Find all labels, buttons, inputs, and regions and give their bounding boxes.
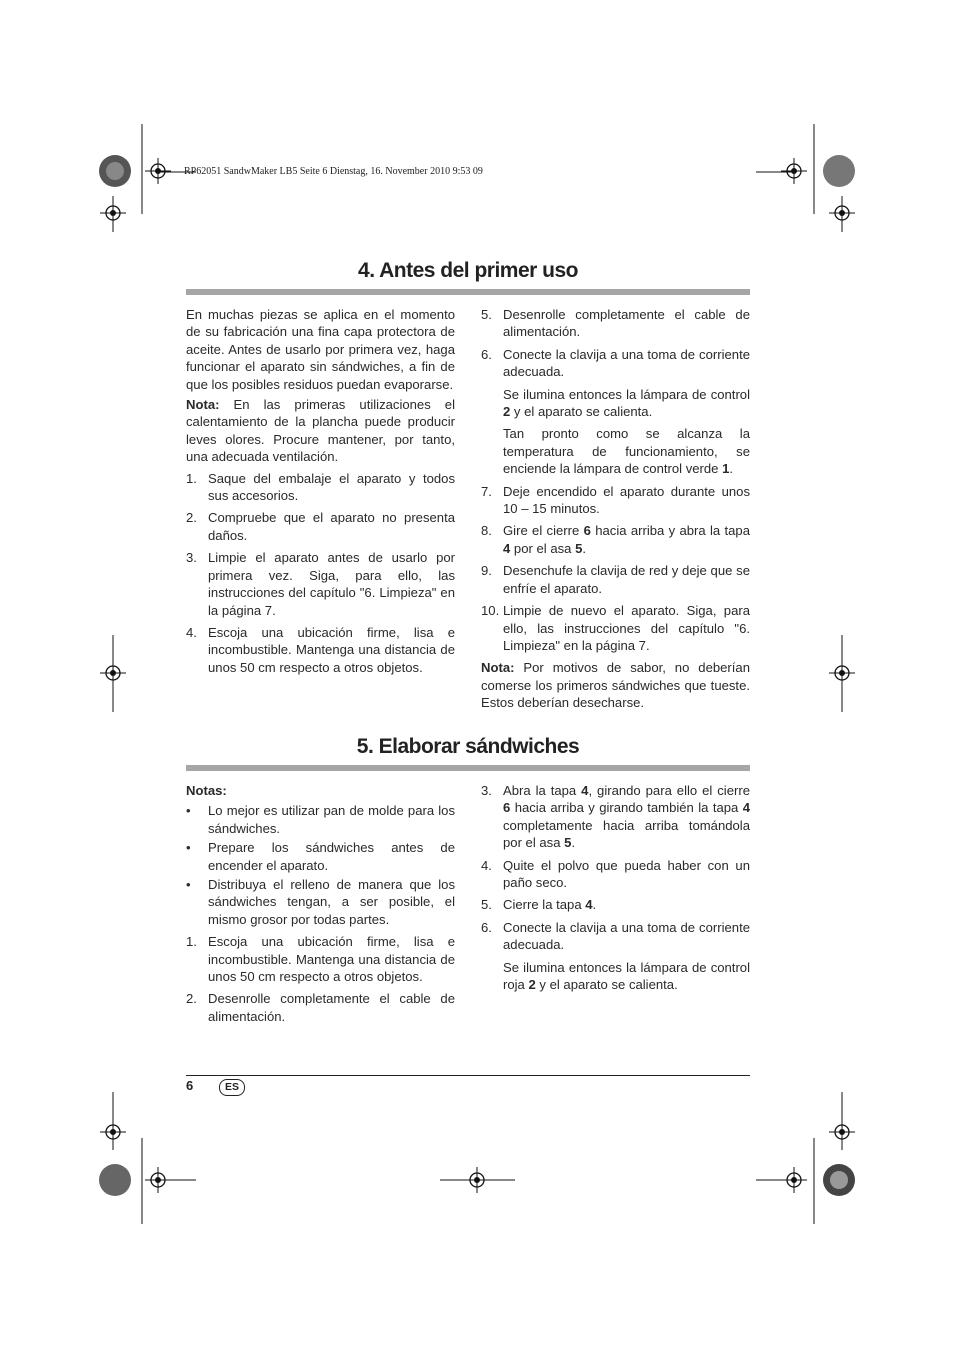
note-paragraph: Nota: Por motivos de sabor, no deberían comerse los primeros sándwiches que tueste. Estos deberían desecharse. xyxy=(481,660,750,711)
intro-paragraph: En muchas piezas se aplica en el momento de su fabricación una fina capa protectora de aceite. Antes de usarlo por primera vez, haga funcionar el aparato sin sándwiches, a fin de que los posibles residuos puedan evaporarse. xyxy=(186,307,455,392)
list-item-continuation: Se ilumina entonces la lámpara de control 2 y el aparato se calienta. xyxy=(503,386,750,420)
section-5-right-column xyxy=(481,782,750,998)
list-item-continuation: Se ilumina entonces la lámpara de control roja 2 y el aparato se calienta. xyxy=(503,959,750,993)
bullet-item: • Distribuya el relleno de manera que los sándwiches tengan, a ser posible, el mismo grosor por todas partes. xyxy=(186,877,455,927)
list-item: 6. Conecte la clavija a una toma de corriente adecuada. xyxy=(481,919,750,953)
footer-rule xyxy=(186,1075,750,1076)
section-4-right-column xyxy=(481,306,750,715)
list-item: 3. Limpie el aparato antes de usarlo por primera vez. Siga, para ello, las instrucciones del capítulo "6. Limpieza" en la página 7. xyxy=(186,550,455,618)
list-item: 8. Gire el cierre 6 hacia arriba y abra la tapa 4 por el asa 5. xyxy=(481,523,750,556)
bullet-item: • Prepare los sándwiches antes de encender el aparato. xyxy=(186,840,455,873)
section-4-rule xyxy=(186,289,750,295)
section-4-left-column xyxy=(186,306,455,681)
note-paragraph: Nota: En las primeras utilizaciones el calentamiento de la plancha puede producir leves olores. Procure mantener, por tanto, una adecuada ventilación. xyxy=(186,397,455,465)
list-item: 2. Compruebe que el aparato no presenta daños. xyxy=(186,510,455,543)
list-item-continuation: Tan pronto como se alcanza la temperatura de funcionamiento, se enciende la lámpara de control verde 1. xyxy=(503,426,750,477)
list-item: 5. Desenrolle completamente el cable de alimentación. xyxy=(481,307,750,340)
list-item: 5. Cierre la tapa 4. xyxy=(481,897,597,913)
list-item: 4. Escoja una ubicación firme, lisa e incombustible. Mantenga una distancia de unos 50 cm respecto a otros objetos. xyxy=(186,624,455,675)
list-item: 10. Limpie de nuevo el aparato. Siga, para ello, las instrucciones del capítulo "6. Limpieza" en la página 7. xyxy=(481,603,750,653)
print-slug: RP62051 SandwMaker LB5 Seite 6 Dienstag, 16. November 2010 9:53 09 xyxy=(184,166,483,177)
bullet-item: • Lo mejor es utilizar pan de molde para los sándwiches. xyxy=(186,803,455,836)
language-badge: ES xyxy=(219,1079,245,1096)
list-item: 3. Abra la tapa 4, girando para ello el cierre 6 hacia arriba y girando también la tapa 4 completamente hacia arriba tomándola por el asa 5. xyxy=(481,783,750,851)
list-item: 2. Desenrolle completamente el cable de alimentación. xyxy=(186,991,455,1024)
list-item: 1. Saque del embalaje el aparato y todos sus accesorios. xyxy=(186,470,455,504)
list-item: 4. Quite el polvo que pueda haber con un paño seco. xyxy=(481,857,750,891)
notes-heading: Notas: xyxy=(186,783,227,798)
list-item: 1. Escoja una ubicación firme, lisa e incombustible. Mantenga una distancia de unos 50 cm respecto a otros objetos. xyxy=(186,934,455,985)
list-item: 9. Desenchufe la clavija de red y deje que se enfríe el aparato. xyxy=(481,563,750,596)
section-5-left-column xyxy=(186,782,455,1030)
page-number: 6 xyxy=(186,1078,194,1093)
list-item: 6. Conecte la clavija a una toma de corriente adecuada. xyxy=(481,346,750,380)
section-5-rule xyxy=(186,765,750,771)
section-4-title: 4. Antes del primer uso xyxy=(358,259,578,282)
list-item: 7. Deje encendido el aparato durante unos 10 – 15 minutos. xyxy=(481,483,750,517)
section-5-title: 5. Elaborar sándwiches xyxy=(356,735,580,758)
